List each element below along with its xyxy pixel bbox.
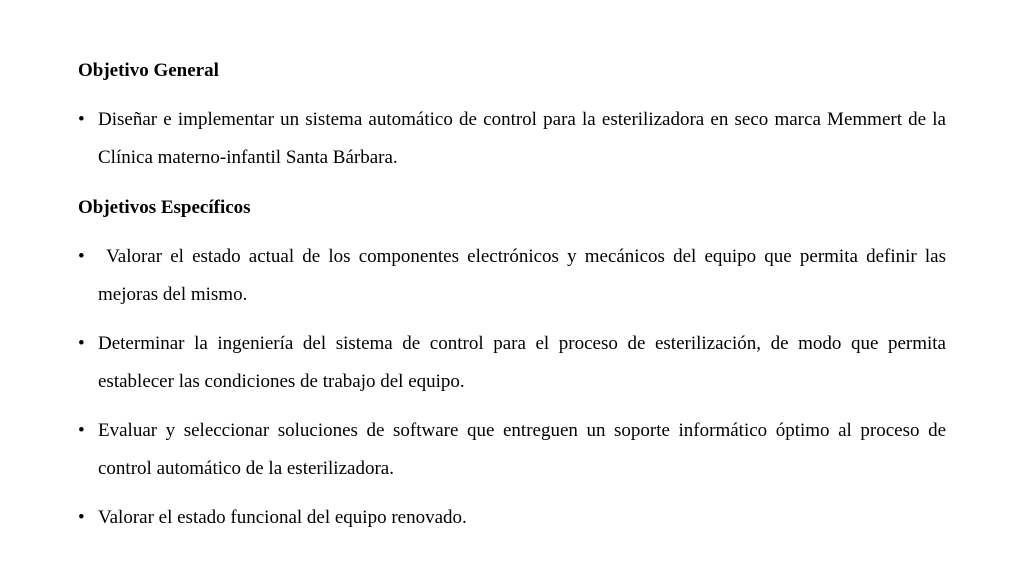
general-objective-text: Diseñar e implementar un sistema automático de control para la esterilizadora en seco marca Memmert de la Clínica materno-infantil Santa Bárbara.: [98, 109, 946, 168]
specific-objective-text: Valorar el estado funcional del equipo renovado.: [98, 507, 467, 528]
bullet-icon: •: [78, 420, 85, 441]
specific-objective-text: Evaluar y seleccionar soluciones de software que entreguen un soporte informático óptimo al proceso de control automático de la esterilizadora.: [98, 420, 946, 479]
bullet-icon: •: [78, 109, 85, 130]
specific-objective-item: [78, 238, 951, 314]
bullet-icon: •: [78, 246, 85, 267]
general-objective-heading: Objetivo General: [78, 60, 219, 81]
specific-objective-text: Valorar el estado actual de los componentes electrónicos y mecánicos del equipo que permita definir las mejoras del mismo.: [98, 246, 951, 305]
bullet-icon: •: [78, 333, 85, 354]
bullet-icon: •: [78, 507, 85, 528]
general-objective-item: [78, 101, 946, 177]
specific-objectives-heading: Objetivos Específicos: [78, 197, 251, 218]
specific-objective-item: [78, 412, 946, 488]
specific-objective-text: Determinar la ingeniería del sistema de control para el proceso de esterilización, de modo que permita establecer las condiciones de trabajo del equipo.: [98, 333, 946, 392]
specific-objective-item: [78, 325, 946, 401]
specific-objective-item: [78, 499, 946, 537]
